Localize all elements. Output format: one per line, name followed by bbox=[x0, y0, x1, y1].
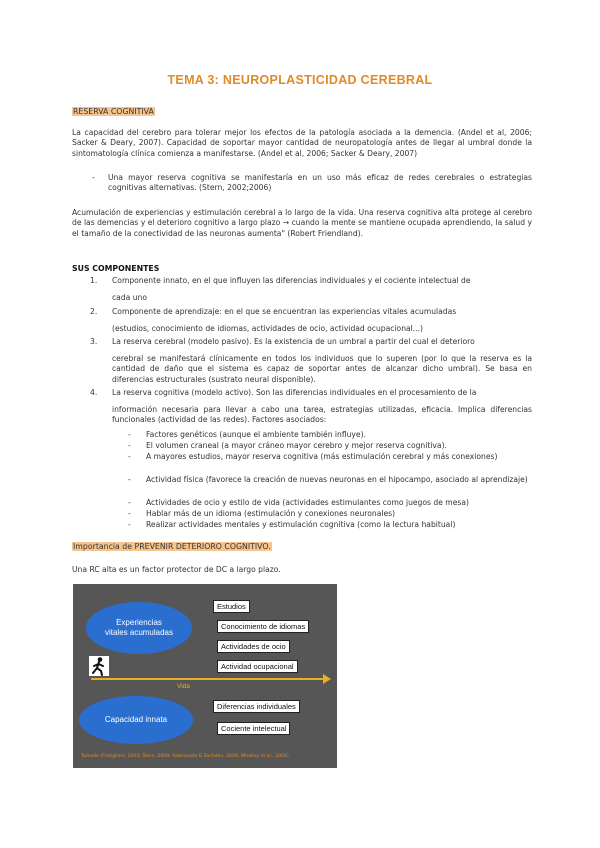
component-number: 1. bbox=[90, 276, 98, 285]
ellipse-innate bbox=[79, 696, 193, 744]
component-line: La reserva cerebral (modelo pasivo). Es la existencia de un umbral a partir del cual el deterioro bbox=[112, 337, 475, 346]
component-number: 3. bbox=[90, 337, 98, 346]
component-line: cada uno bbox=[112, 293, 147, 302]
component-line: (estudios, conocimiento de idiomas, actividades de ocio, actividad ocupacional...) bbox=[112, 324, 423, 333]
factor-dash: - bbox=[128, 509, 131, 518]
component-line: Componente innato, en el que influyen las diferencias individuales y el cociente intelectual de bbox=[112, 276, 471, 285]
box-individual-differences: Diferencias individuales bbox=[213, 700, 300, 713]
box-occupational: Actividad ocupacional bbox=[217, 660, 298, 673]
box-studies: Estudios bbox=[213, 600, 250, 613]
importancia-text: Una RC alta es un factor protector de DC a largo plazo. bbox=[72, 565, 281, 574]
figure-citation: Tomado (Fratiglioni, 2004; Stern, 2009; Valenzuela & Sachdev, 2006; Whalley et al., 2004) bbox=[81, 754, 289, 759]
ellipse-experiences-label: Experiencias vitales acumuladas bbox=[104, 618, 174, 637]
importancia-heading: Importancia de PREVENIR DETERIORO COGNITIVO. bbox=[73, 542, 271, 551]
walking-person-icon bbox=[89, 656, 109, 676]
life-arrow-label: Vida bbox=[177, 683, 190, 690]
factor-item: Hablar más de un idioma (estimulación y conexiones neuronales) bbox=[146, 509, 396, 518]
paragraph-bullet: Una mayor reserva cognitiva se manifestaría en un uso más eficaz de redes cerebrales o estrategias cognitivas alternativas. (Stern, 2002;2006) bbox=[108, 173, 532, 193]
reserva-heading: RESERVA COGNITIVA bbox=[73, 107, 154, 116]
component-line: La reserva cognitiva (modelo activo). Son las diferencias individuales en el procesamiento de la bbox=[112, 388, 477, 397]
life-arrow bbox=[91, 678, 325, 680]
paragraph-accumulation: Acumulación de experiencias y estimulación cerebral a lo largo de la vida. Una reserva cognitiva alta protege al cerebro de las demencias y el deterioro cognitivo a largo plazo → cuando la mente se mantiene ocupada aprendiendo, la salud y el tamaño de la conectividad de las neuronas aumenta" (Robert Friendland). bbox=[72, 208, 532, 238]
box-iq: Cociente intelectual bbox=[217, 722, 290, 735]
factor-dash: - bbox=[128, 430, 131, 439]
page-title: TEMA 3: NEUROPLASTICIDAD CEREBRAL bbox=[167, 73, 433, 87]
cognitive-reserve-figure bbox=[73, 584, 337, 768]
components-heading: SUS COMPONENTES bbox=[72, 264, 160, 273]
factor-item: Factores genéticos (aunque el ambiente también influye). bbox=[146, 430, 366, 439]
factor-dash: - bbox=[128, 520, 131, 529]
component-line: Componente de aprendizaje: en el que se encuentran las experiencias vitales acumuladas bbox=[112, 307, 457, 316]
factor-item: Actividades de ocio y estilo de vida (actividades estimulantes como juegos de mesa) bbox=[146, 498, 469, 507]
component-line: información necesaria para llevar a cabo una tarea, estrategias utilizadas, eficacia. Implica diferencias funcionales (actividad de las redes). Factores asociados: bbox=[112, 405, 532, 425]
component-number: 4. bbox=[90, 388, 98, 397]
factor-item: A mayores estudios, mayor reserva cognitiva (más estimulación cerebral y más conexiones) bbox=[146, 452, 498, 461]
bullet-dash: - bbox=[92, 173, 95, 182]
factor-dash: - bbox=[128, 498, 131, 507]
paragraph-definition: La capacidad del cerebro para tolerar mejor los efectos de la patología asociada a la demencia. (Andel et al, 2006; Sacker & Deary, 2007). Capacidad de soportar mayor cantidad de neuropatología antes de llegar al umbral donde la sintomatología clínica comienza a manifestarse. (Andel et al, 2006; Sacker & Deary, 2007) bbox=[72, 128, 532, 158]
component-number: 2. bbox=[90, 307, 98, 316]
life-arrow-head bbox=[323, 674, 331, 684]
box-leisure: Actividades de ocio bbox=[217, 640, 290, 653]
factor-item: Realizar actividades mentales y estimulación cognitiva (como la lectura habitual) bbox=[146, 520, 456, 529]
factor-item: Actividad física (favorece la creación de nuevas neuronas en el hipocampo, asociado al aprendizaje) bbox=[146, 475, 528, 484]
ellipse-experiences bbox=[86, 602, 192, 654]
component-line: cerebral se manifestará clínicamente en todos los individuos que lo superen (por lo que la reserva es la cantidad de daño que el sistema es capaz de soportar antes de alcanzar dicho umbral). Se basa en diferencias estructurales (sustrato neural disponible). bbox=[112, 354, 532, 384]
ellipse-innate-label: Capacidad innata bbox=[104, 715, 168, 724]
factor-dash: - bbox=[128, 441, 131, 450]
box-languages: Conocimiento de idiomas bbox=[217, 620, 309, 633]
factor-item: El volumen craneal (a mayor cráneo mayor cerebro y mejor reserva cognitiva). bbox=[146, 441, 447, 450]
factor-dash: - bbox=[128, 475, 131, 484]
factor-dash: - bbox=[128, 452, 131, 461]
